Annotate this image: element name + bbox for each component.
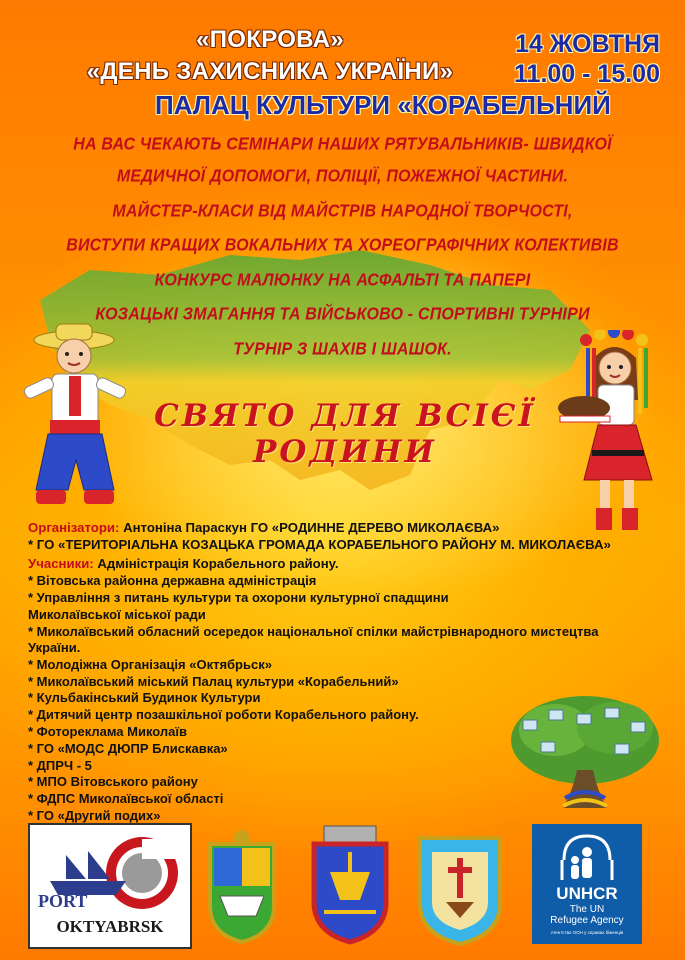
participant-item: * ГО «Другий подих» (28, 808, 161, 823)
participant-item: України. (28, 640, 81, 655)
participant-item: * Управління з питань культури та охорони культурної спадщини (28, 590, 449, 605)
participant-item: * Вітовська районна державна адміністрація (28, 573, 317, 588)
port-logo-bottom-text: OKTYABRSK (56, 917, 164, 936)
event-time: 11.00 - 15.00 (514, 60, 660, 88)
crest-icon (196, 826, 288, 946)
program-line: МЕДИЧНОЇ ДОПОМОГИ, ПОЛІЦІЇ, ПОЖЕЖНОЇ ЧАСТИНИ. (116, 166, 569, 186)
participant-item: * Молодіжна Організація «Октябрьск» (28, 657, 272, 672)
program-line: НА ВАС ЧЕКАЮТЬ СЕМІНАРИ НАШИХ РЯТУВАЛЬНИКІВ- ШВИДКОЇ (73, 134, 612, 154)
participant-item: * ФДПС Миколаївської області (28, 791, 224, 806)
participant-item: * Миколаївський міський Палац культури «Корабельний» (28, 674, 399, 689)
program-line: ТУРНІР З ШАХІВ І ШАШОК. (233, 339, 452, 359)
program-line: МАЙСТЕР-КЛАСИ ВІД МАЙСТРІВ НАРОДНОЇ ТВОРЧОСТІ, (112, 201, 573, 221)
unhcr-logo (532, 824, 642, 944)
participant-item: * Дитячий центр позашкільної роботи Корабельного району. (28, 707, 419, 722)
crest-icon (300, 822, 400, 946)
unhcr-title: UNHCR (556, 884, 618, 903)
port-oktyabrsk-logo (28, 823, 192, 949)
unhcr-tiny-text: Агентство ООН у справах біженців (550, 930, 624, 935)
unhcr-subtitle-1: The UN (569, 904, 605, 915)
port-logo-top-text: PORT (38, 891, 88, 911)
program-line: КОЗАЦЬКІ ЗМАГАННЯ ТА ВІЙСЬКОВО - СПОРТИВНІ ТУРНІРИ (95, 304, 590, 324)
participants-first-text: Адміністрація Корабельного району. (97, 556, 339, 571)
participant-item: * Кульбакінський Будинок Культури (28, 690, 261, 705)
organizers-label: Організатори: (28, 520, 120, 535)
event-venue: ПАЛАЦ КУЛЬТУРИ «КОРАБЕЛЬНИЙ (155, 90, 611, 120)
participant-item: * ГО «МОДС ДЮПР Блискавка» (28, 741, 228, 756)
unhcr-people-icon (558, 830, 616, 884)
participants-first (28, 556, 668, 572)
crest-icon (410, 828, 510, 948)
program-line: КОНКУРС МАЛЮНКУ НА АСФАЛЬТІ ТА ПАПЕРІ (154, 270, 531, 290)
participant-item: * Фотореклама Миколаїв (28, 724, 188, 739)
unhcr-subtitle-2: Refugee Agency (550, 915, 624, 926)
event-date: 14 ЖОВТНЯ (515, 30, 660, 58)
family-tree-icon (505, 690, 665, 820)
program-line: ВИСТУПИ КРАЩИХ ВОКАЛЬНИХ ТА ХОРЕОГРАФІЧНИХ КОЛЕКТИВІВ (66, 235, 619, 255)
organizers-line (28, 520, 499, 535)
event-title-line1: «ПОКРОВА» (196, 26, 344, 53)
participant-item: Миколаївської міської ради (28, 607, 206, 622)
participant-item: * МПО Вітовського району (28, 774, 198, 789)
organizers-text: Антоніна Параскун ГО «РОДИННЕ ДЕРЕВО МИКОЛАЄВА» (123, 520, 500, 535)
participant-item: * ДПРЧ - 5 (28, 758, 92, 773)
event-title-line2: «ДЕНЬ ЗАХИСНИКА УКРАЇНИ» (86, 58, 454, 85)
participants-label: Учасники: (28, 556, 94, 571)
participant-item: * Миколаївський обласний осередок національної спілки майстрівнародного мистецтва (28, 624, 599, 639)
organizers-line2: * ГО «ТЕРИТОРІАЛЬНА КОЗАЦЬКА ГРОМАДА КОРАБЕЛЬНОГО РАЙОНУ М. МИКОЛАЄВА» (28, 537, 611, 552)
headline: СВЯТО ДЛЯ ВСІЄЇ РОДИНИ (154, 398, 536, 470)
